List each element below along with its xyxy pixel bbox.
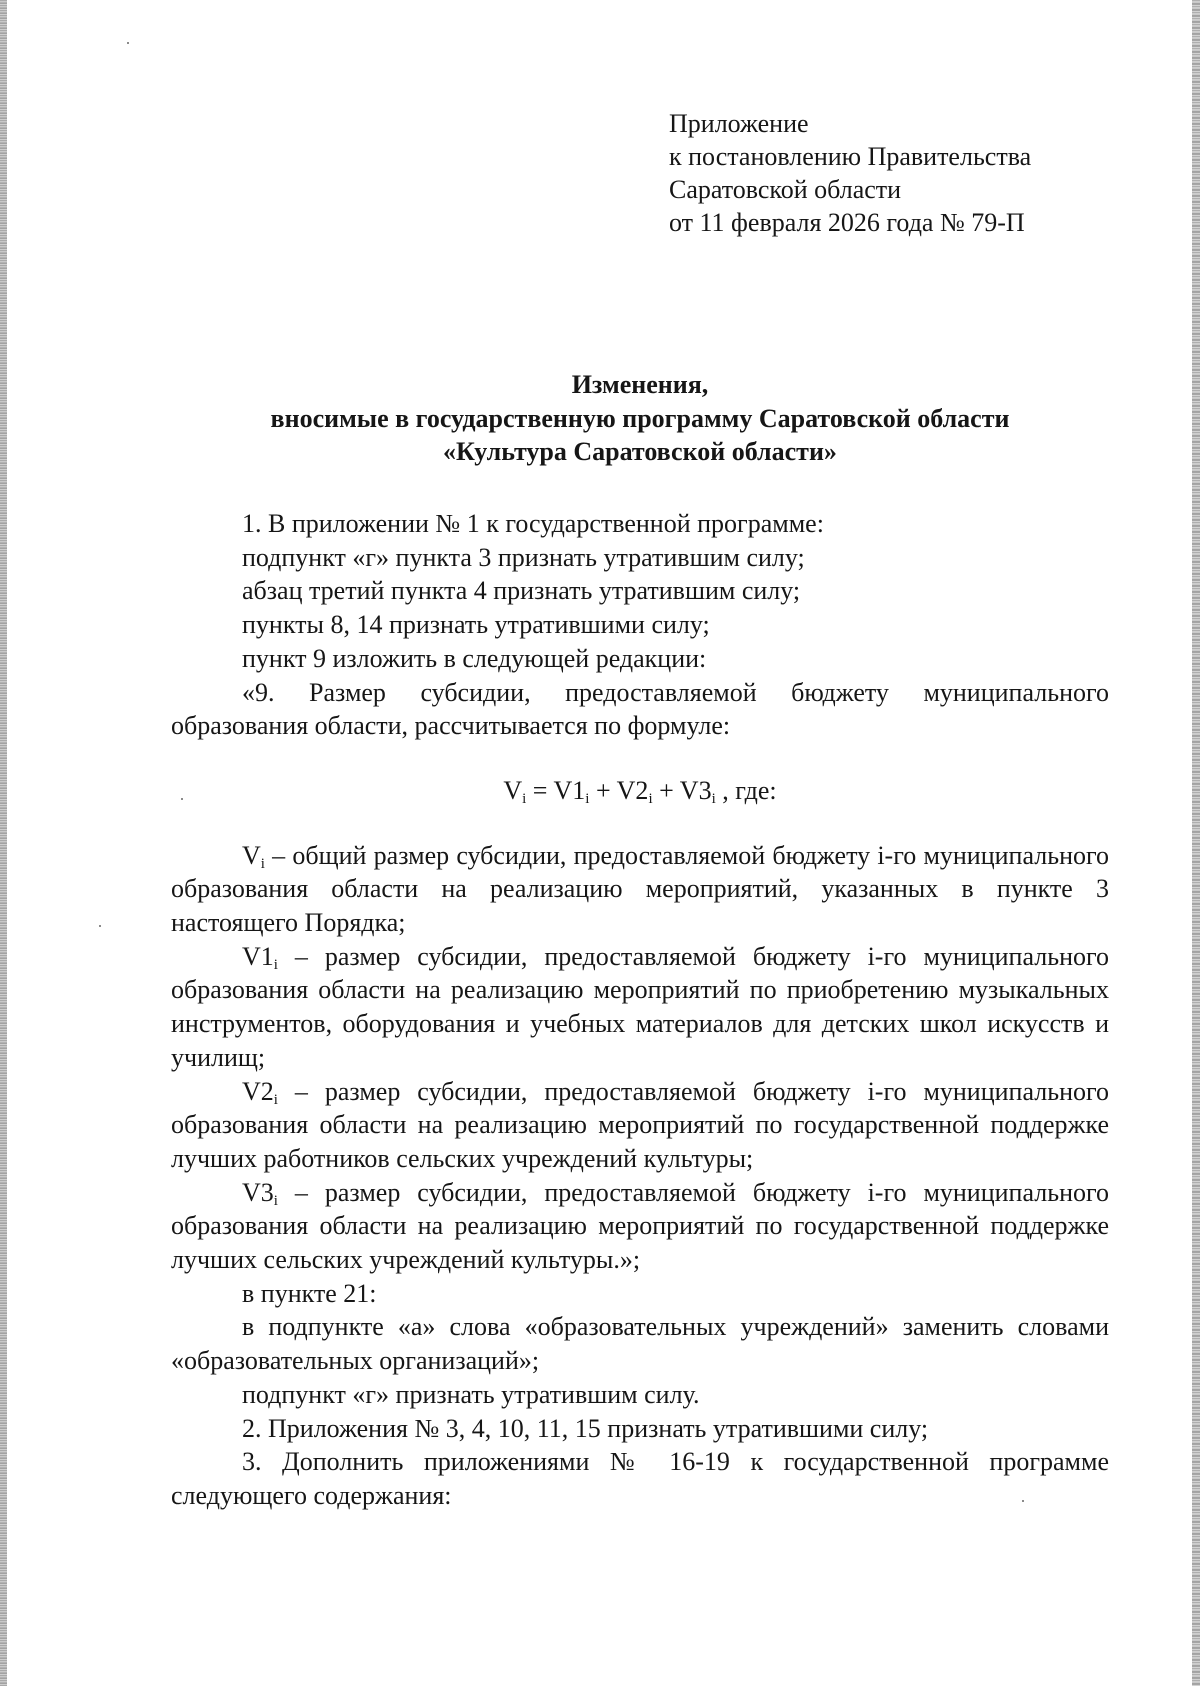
title-line: «Культура Саратовской области» xyxy=(443,437,837,466)
document-body xyxy=(171,507,1109,1513)
paragraph: в пункте 21: xyxy=(242,1278,377,1308)
title-line: вносимые в государственную программу Саратовской области xyxy=(270,403,1010,433)
definition-symbol: V xyxy=(242,840,261,870)
paragraph: 1. В приложении № 1 к государственной программе: xyxy=(242,509,824,538)
definition xyxy=(171,839,1109,940)
title-line: Изменения, xyxy=(571,370,709,399)
paragraph: пункты 8, 14 признать утратившими силу; xyxy=(242,610,710,640)
definition xyxy=(171,940,1109,1075)
approval-line: к постановлению Правительства xyxy=(669,142,1032,171)
paragraph: в подпункте «а» слова «образовательных учреждений» заменить словами «образовательных организаций»; xyxy=(171,1312,1109,1376)
definition-symbol: V3 xyxy=(242,1177,274,1207)
definition-text: – размер субсидии, предоставляемой бюджету i-го муниципального образования области на реализацию мероприятий по государственной поддержке лучших работников сельских учреждений культуры; xyxy=(171,1076,1109,1173)
formula-part: = V1 xyxy=(526,775,586,805)
definition-text: – размер субсидии, предоставляемой бюджету i-го муниципального образования области на реализацию мероприятий по приобретению музыкальных инструментов, оборудования и учебных материалов для детских школ искусств и училищ; xyxy=(171,941,1109,1072)
definition-subscript: i xyxy=(260,855,265,872)
formula-part: V xyxy=(503,775,523,805)
definition-subscript: i xyxy=(273,956,278,973)
formula-subscript: i xyxy=(711,790,716,807)
paragraph: 3. Дополнить приложениями № 16-19 к государственной программе следующего содержания: xyxy=(171,1447,1109,1510)
scan-speck xyxy=(127,42,129,44)
scan-speck xyxy=(99,925,101,927)
definition xyxy=(171,1176,1109,1277)
formula-part: , где: xyxy=(715,775,777,805)
paragraph: подпункт «г» пункта 3 признать утратившим силу; xyxy=(242,542,805,572)
definition xyxy=(171,1075,1109,1176)
formula-part: + V2 xyxy=(589,775,649,805)
definition-symbol: V1 xyxy=(242,941,274,971)
definition-text: – общий размер субсидии, предоставляемой бюджету i-го муниципального образования области на реализацию мероприятий, указанных в пункте 3 настоящего Порядка; xyxy=(171,840,1109,938)
definition-subscript: i xyxy=(273,1192,278,1209)
paragraph: 2. Приложения № 3, 4, 10, 11, 15 признать утратившими силу; xyxy=(242,1413,929,1443)
formula-part: + V3 xyxy=(652,775,712,805)
approval-line: Приложение xyxy=(669,109,809,138)
approval-block xyxy=(669,107,1031,239)
definition-subscript: i xyxy=(273,1091,278,1108)
definition-text: – размер субсидии, предоставляемой бюджету i-го муниципального образования области на реализацию мероприятий по государственной поддержке лучших сельских учреждений культуры.»; xyxy=(171,1177,1109,1275)
approval-line: от 11 февраля 2026 года № 79-П xyxy=(669,208,1025,237)
definition-symbol: V2 xyxy=(242,1076,274,1106)
formula-subscript: i xyxy=(585,790,590,807)
formula xyxy=(171,774,1109,808)
paragraph: абзац третий пункта 4 признать утратившим силу; xyxy=(242,576,801,606)
paragraph: «9. Размер субсидии, предоставляемой бюджету муниципального образования области, рассчитывается по формуле: xyxy=(171,677,1109,741)
paragraph: подпункт «г» признать утратившим силу. xyxy=(242,1379,700,1409)
paragraph: пункт 9 изложить в следующей редакции: xyxy=(242,643,707,673)
scan-edge-left xyxy=(0,0,7,1686)
approval-line: Саратовской области xyxy=(669,175,902,204)
scan-edge-right xyxy=(1192,0,1200,1686)
formula-subscript: i xyxy=(648,790,653,807)
formula-subscript: i xyxy=(522,790,527,807)
document-title xyxy=(170,368,1110,469)
